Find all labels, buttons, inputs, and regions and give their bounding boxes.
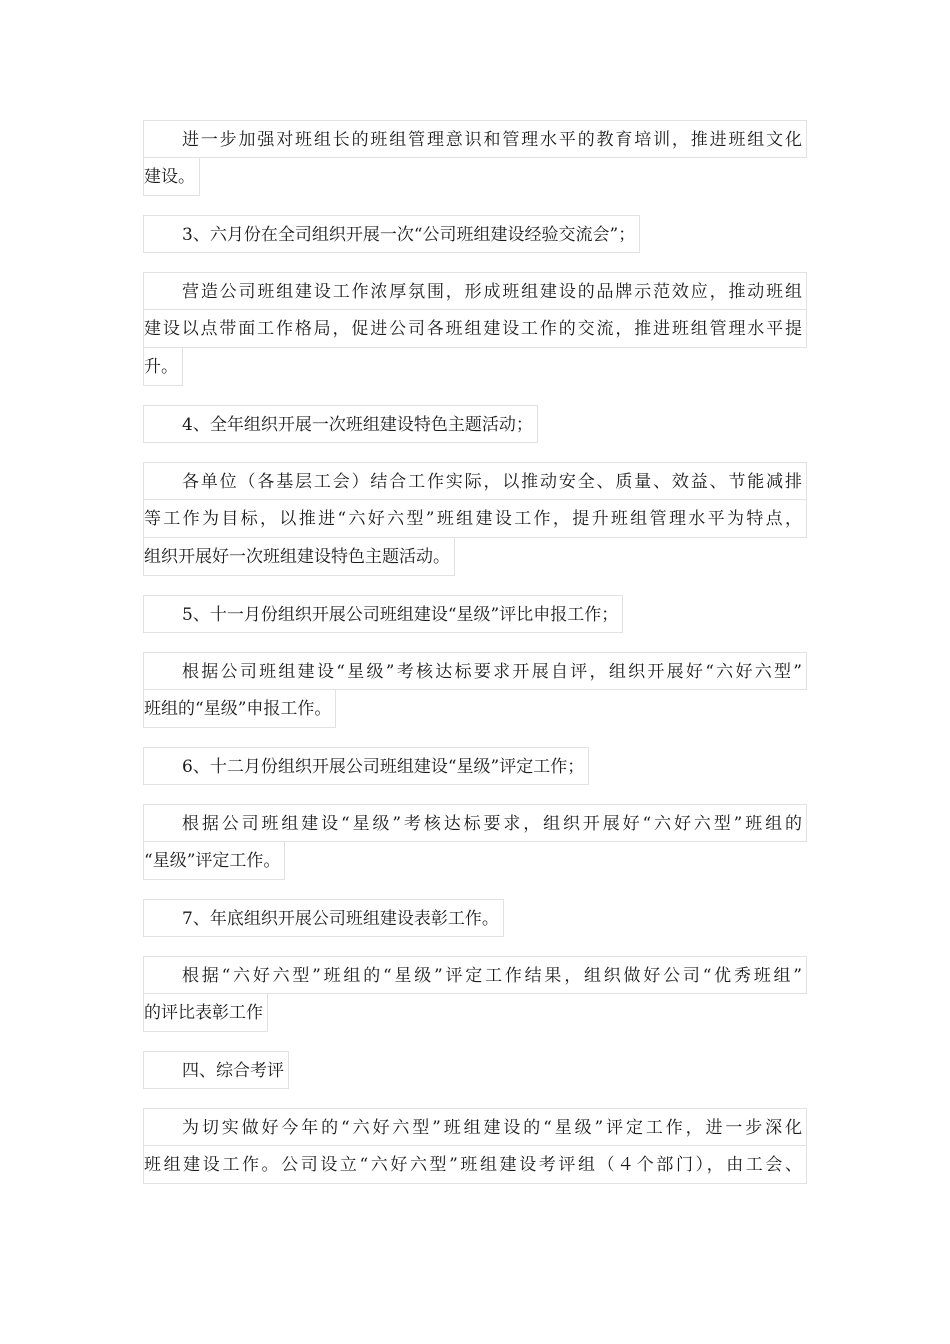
text-line: 根据“六好六型”班组的“星级”评定工作结果，组织做好公司“优秀班组” <box>143 956 807 994</box>
text-line: 3、六月份在全司组织开展一次“公司班组建设经验交流会”； <box>143 215 640 253</box>
text-line: 的评比表彰工作 <box>143 994 268 1032</box>
text-line: “星级”评定工作。 <box>143 842 285 880</box>
paragraph-item-7-heading <box>143 899 807 937</box>
text-line: 建设。 <box>143 158 200 196</box>
text-line: 各单位（各基层工会）结合工作实际，以推动安全、质量、效益、节能减排 <box>143 462 807 500</box>
paragraph-item-4-heading <box>143 405 807 443</box>
document-page <box>143 120 807 1203</box>
text-line: 4、全年组织开展一次班组建设特色主题活动； <box>143 405 538 443</box>
paragraph-training <box>143 120 807 196</box>
text-line: 建设以点带面工作格局，促进公司各班组建设工作的交流，推进班组管理水平提 <box>143 310 807 348</box>
text-line: 根据公司班组建设“星级”考核达标要求，组织开展好“六好六型”班组的 <box>143 804 807 842</box>
text-line: 等工作为目标，以推进“六好六型”班组建设工作，提升班组管理水平为特点， <box>143 500 807 538</box>
paragraph-evaluation <box>143 1108 807 1184</box>
paragraph-item-6-heading <box>143 747 807 785</box>
paragraph-item-4-body <box>143 462 807 576</box>
text-line: 5、十一月份组织开展公司班组建设“星级”评比申报工作； <box>143 595 623 633</box>
text-line: 四、综合考评 <box>143 1051 289 1089</box>
text-line: 营造公司班组建设工作浓厚氛围，形成班组建设的品牌示范效应，推动班组 <box>143 272 807 310</box>
text-line: 组织开展好一次班组建设特色主题活动。 <box>143 538 455 576</box>
text-line: 为切实做好今年的“六好六型”班组建设的“星级”评定工作，进一步深化 <box>143 1108 807 1146</box>
paragraph-item-7-body <box>143 956 807 1032</box>
text-line: 7、年底组织开展公司班组建设表彰工作。 <box>143 899 504 937</box>
text-line: 6、十二月份组织开展公司班组建设“星级”评定工作； <box>143 747 589 785</box>
paragraph-item-6-body <box>143 804 807 880</box>
text-line: 进一步加强对班组长的班组管理意识和管理水平的教育培训，推进班组文化 <box>143 120 807 158</box>
section-heading-4 <box>143 1051 807 1089</box>
paragraph-item-3-body <box>143 272 807 386</box>
text-line: 根据公司班组建设“星级”考核达标要求开展自评，组织开展好“六好六型” <box>143 652 807 690</box>
text-line: 升。 <box>143 348 183 386</box>
paragraph-item-5-body <box>143 652 807 728</box>
text-line: 班组建设工作。公司设立“六好六型”班组建设考评组（４个部门），由工会、 <box>143 1146 807 1184</box>
paragraph-item-3-heading <box>143 215 807 253</box>
paragraph-item-5-heading <box>143 595 807 633</box>
text-line: 班组的“星级”申报工作。 <box>143 690 336 728</box>
